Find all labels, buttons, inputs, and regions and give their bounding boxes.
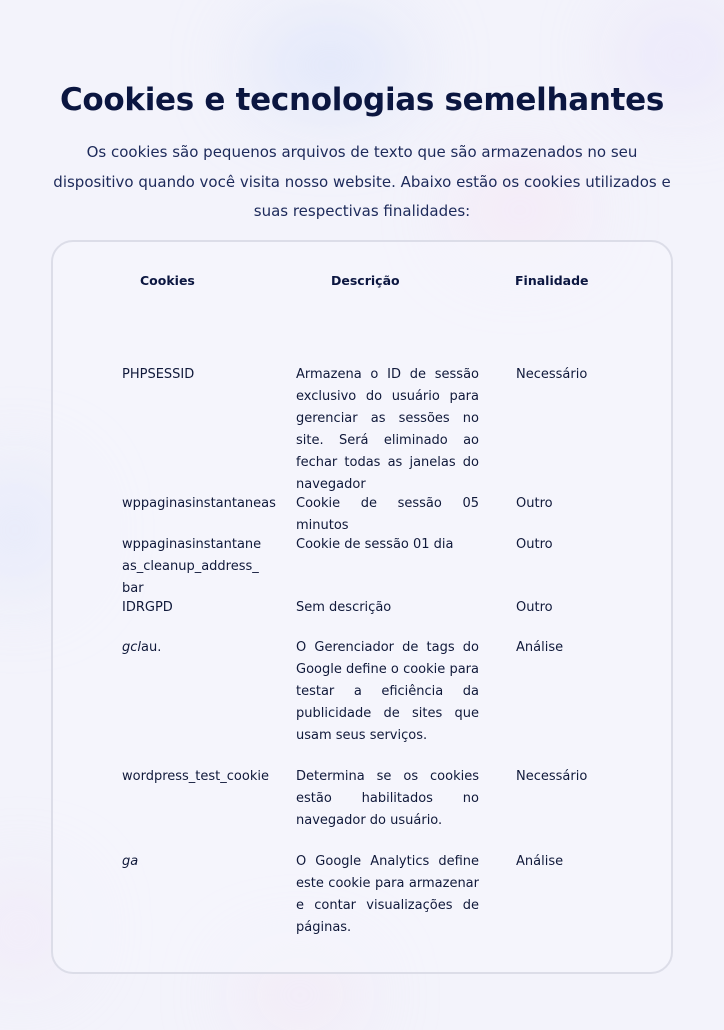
header-descricao: Descrição [331, 273, 400, 288]
cookie-name: wppaginasinstantaneas [122, 496, 276, 511]
cookie-name: wordpress_test_cookie [122, 769, 269, 784]
cookie-purpose: Outro [516, 600, 553, 615]
cookie-purpose: Necessário [516, 769, 588, 784]
cookie-description: Cookie de sessão 01 dia [296, 537, 454, 552]
cookie-description: Armazena o ID de sessão exclusivo do usuário para gerenciar as sessões no site. Será eliminado ao fechar todas as janelas do navegador [296, 367, 479, 492]
cookie-name-rest: au. [141, 640, 162, 655]
cookie-purpose: Outro [516, 496, 553, 511]
cookie-name [122, 637, 264, 659]
cookie-description: O Gerenciador de tags do Google define o cookie para testar a eficiência da publicidade de sites que usam seus serviços. [296, 640, 479, 743]
cookie-name: wppaginasinstantaneas_cleanup_address_bar [122, 537, 262, 596]
cookie-purpose: Análise [516, 640, 564, 655]
cookie-name: PHPSESSID [122, 367, 195, 382]
intro-paragraph: Os cookies são pequenos arquivos de texto que são armazenados no seu dispositivo quando você visita nosso website. Abaixo estão os cookies utilizados e suas respectivas finalidades: [53, 143, 671, 220]
cookie-name-italic: gcl [122, 640, 142, 655]
cookie-description: Cookie de sessão 05 minutos [296, 496, 479, 533]
cookie-purpose: Necessário [516, 367, 588, 382]
cookie-purpose: Análise [516, 854, 564, 869]
cookie-description: Sem descrição [296, 600, 392, 615]
cookie-description: O Google Analytics define este cookie para armazenar e contar visualizações de páginas. [296, 854, 479, 935]
page-title: Cookies e tecnologias semelhantes [59, 82, 665, 118]
cookie-name: ga [122, 854, 139, 869]
header-finalidade: Finalidade [515, 273, 589, 288]
cookie-name: IDRGPD [122, 600, 173, 615]
cookie-purpose: Outro [516, 537, 553, 552]
header-cookies: Cookies [140, 273, 195, 288]
cookie-description: Determina se os cookies estão habilitados no navegador do usuário. [296, 769, 479, 828]
